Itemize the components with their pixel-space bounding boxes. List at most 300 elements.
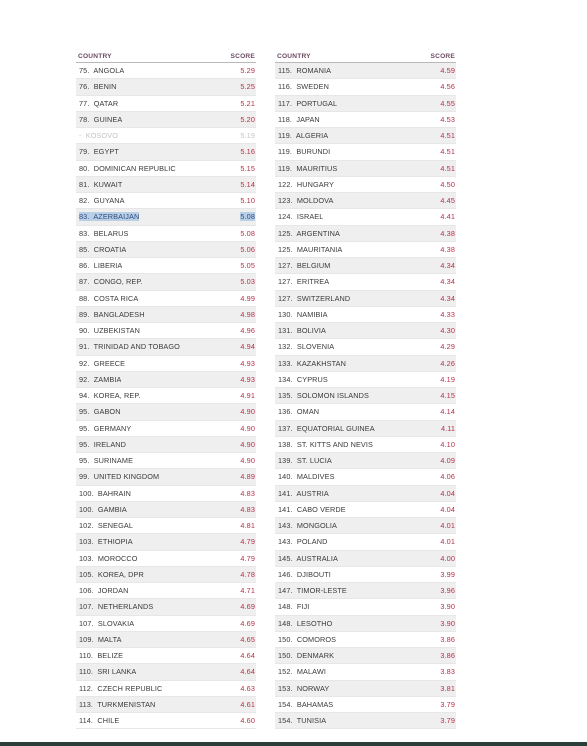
country-name: DOMINICAN REPUBLIC xyxy=(93,163,176,173)
country-cell xyxy=(278,261,330,270)
score-cell: 4.09 xyxy=(440,456,455,466)
score-cell: 4.33 xyxy=(440,309,455,319)
country-name: SLOVENIA xyxy=(296,342,335,352)
country-name: SRI LANKA xyxy=(97,667,137,677)
country-name: COSTA RICA xyxy=(93,293,139,303)
score-cell: 4.71 xyxy=(240,586,255,596)
country-cell xyxy=(278,310,328,319)
table-row xyxy=(76,616,256,632)
score-cell: 4.59 xyxy=(440,66,455,76)
table-row xyxy=(76,161,256,177)
country-cell xyxy=(278,131,328,140)
country-cell xyxy=(278,82,329,91)
table-row xyxy=(275,486,456,502)
rank-label: 110. xyxy=(79,667,94,677)
score-cell: 3.99 xyxy=(440,569,455,579)
rank-label: 125. xyxy=(278,244,293,254)
country-cell xyxy=(278,554,338,563)
country-name: ST. LUCIA xyxy=(296,456,332,466)
rank-label: 91. xyxy=(79,342,90,352)
table-row xyxy=(275,193,456,209)
country-name: JAPAN xyxy=(296,114,320,124)
country-cell xyxy=(79,505,127,514)
table-row xyxy=(76,193,256,209)
country-cell xyxy=(278,277,329,286)
table-row xyxy=(76,356,256,372)
table-row xyxy=(76,453,256,469)
table-row xyxy=(275,469,456,485)
country-cell xyxy=(278,326,326,335)
country-name: BAHAMAS xyxy=(296,699,334,709)
table-row xyxy=(76,534,256,550)
score-cell: 4.96 xyxy=(240,326,255,336)
table-row xyxy=(76,681,256,697)
country-name: BAHRAIN xyxy=(97,488,132,498)
rank-label: 143. xyxy=(278,521,293,531)
rank-label: 79. xyxy=(79,147,90,157)
score-cell: 4.41 xyxy=(440,212,455,222)
rank-label: 130. xyxy=(278,309,293,319)
table-row xyxy=(76,437,256,453)
country-name: ST. KITTS AND NEVIS xyxy=(296,439,373,449)
country-cell xyxy=(79,716,119,725)
country-cell xyxy=(79,570,144,579)
score-cell: 4.63 xyxy=(240,683,255,693)
country-cell xyxy=(79,586,128,595)
table-row xyxy=(275,551,456,567)
rank-label: 92. xyxy=(79,358,90,368)
rank-label: 76. xyxy=(79,82,90,92)
rank-label: 99. xyxy=(79,472,90,482)
score-cell: 4.94 xyxy=(240,342,255,352)
score-cell: 4.55 xyxy=(440,98,455,108)
country-cell xyxy=(79,537,133,546)
country-name: QATAR xyxy=(93,98,119,108)
table-row xyxy=(275,681,456,697)
score-column-header: SCORE xyxy=(430,53,455,60)
table-header xyxy=(76,49,256,63)
rank-label: 141. xyxy=(278,504,293,514)
score-cell: 4.79 xyxy=(240,553,255,563)
country-name: GABON xyxy=(93,407,121,417)
table-row xyxy=(76,713,256,729)
country-name: GERMANY xyxy=(93,423,132,433)
country-name: ANGOLA xyxy=(93,66,125,76)
rank-label: 86. xyxy=(79,261,90,271)
table-row xyxy=(275,258,456,274)
country-cell xyxy=(278,375,328,384)
score-cell: 5.05 xyxy=(240,261,255,271)
table-row xyxy=(275,372,456,388)
table-row xyxy=(275,274,456,290)
rank-label: 82. xyxy=(79,196,90,206)
score-cell: 5.20 xyxy=(240,114,255,124)
country-name: TUNISIA xyxy=(296,716,327,726)
table-row xyxy=(275,632,456,648)
country-name: IRELAND xyxy=(93,439,127,449)
country-name: ERITREA xyxy=(296,277,330,287)
rank-label: 133. xyxy=(278,358,293,368)
score-cell: 4.90 xyxy=(240,456,255,466)
table-row xyxy=(76,323,256,339)
country-column-header: COUNTRY xyxy=(277,53,311,60)
rank-label: 75. xyxy=(79,66,90,76)
country-name: GAMBIA xyxy=(97,504,127,514)
score-cell: 4.53 xyxy=(440,114,455,124)
country-cell xyxy=(79,407,121,416)
rank-label: 125. xyxy=(278,228,293,238)
score-cell: 4.78 xyxy=(240,569,255,579)
country-name: ALGERIA xyxy=(295,131,329,141)
rank-label: 95. xyxy=(79,423,90,433)
table-row xyxy=(76,697,256,713)
score-cell: 4.51 xyxy=(440,163,455,173)
country-name: SOLOMON ISLANDS xyxy=(296,391,369,401)
country-cell xyxy=(79,99,118,108)
score-cell: 4.04 xyxy=(440,504,455,514)
rank-label: 124. xyxy=(278,212,293,222)
country-cell xyxy=(79,115,122,124)
score-cell: 4.50 xyxy=(440,179,455,189)
table-row xyxy=(76,258,256,274)
table-row xyxy=(275,697,456,713)
score-cell: 4.01 xyxy=(440,521,455,531)
score-cell: 4.51 xyxy=(440,147,455,157)
country-cell xyxy=(278,147,330,156)
score-cell: 4.79 xyxy=(240,537,255,547)
rank-label: 146. xyxy=(278,569,293,579)
rank-label: 123. xyxy=(278,196,293,206)
country-cell xyxy=(79,667,136,676)
score-cell: 5.03 xyxy=(240,277,255,287)
score-cell: 3.96 xyxy=(440,586,455,596)
ranking-table-right xyxy=(275,49,456,729)
table-row xyxy=(275,502,456,518)
score-cell: 5.19 xyxy=(240,131,255,141)
country-cell xyxy=(79,472,159,481)
country-cell xyxy=(79,375,121,384)
score-cell: 4.93 xyxy=(240,358,255,368)
country-name: CONGO, REP. xyxy=(93,277,143,287)
country-cell xyxy=(278,342,334,351)
rank-label: 148. xyxy=(278,602,293,612)
country-name: BENIN xyxy=(93,82,117,92)
score-cell: 4.90 xyxy=(240,423,255,433)
table-row xyxy=(275,453,456,469)
table-row xyxy=(275,79,456,95)
score-cell: 4.10 xyxy=(440,439,455,449)
rank-label: 150. xyxy=(278,651,293,661)
country-cell xyxy=(79,440,126,449)
country-name: LESOTHO xyxy=(296,618,333,628)
score-cell: 5.14 xyxy=(240,179,255,189)
score-cell: 4.29 xyxy=(440,342,455,352)
table-row xyxy=(76,274,256,290)
table-row xyxy=(275,518,456,534)
score-cell: 4.60 xyxy=(240,716,255,726)
country-cell xyxy=(278,440,373,449)
table-row xyxy=(76,291,256,307)
rank-label: 95. xyxy=(79,439,90,449)
country-name: GUYANA xyxy=(93,196,125,206)
country-cell xyxy=(278,586,347,595)
country-cell xyxy=(278,684,329,693)
table-row xyxy=(275,599,456,615)
score-cell: 5.25 xyxy=(240,82,255,92)
rank-label: 103. xyxy=(79,537,94,547)
country-cell xyxy=(278,294,350,303)
rank-label: 119. xyxy=(278,131,293,141)
country-name: PORTUGAL xyxy=(296,98,338,108)
score-cell: 5.21 xyxy=(240,98,255,108)
score-cell: 4.89 xyxy=(240,472,255,482)
country-cell xyxy=(79,277,143,286)
country-cell xyxy=(278,537,327,546)
country-name: MONGOLIA xyxy=(296,521,338,531)
rank-label: 145. xyxy=(278,553,293,563)
rank-label: 141. xyxy=(278,488,293,498)
rank-label: 147. xyxy=(278,586,293,596)
country-name: ROMANIA xyxy=(296,66,332,76)
table-row xyxy=(76,112,256,128)
table-row xyxy=(76,551,256,567)
country-name: BELIZE xyxy=(97,651,124,661)
score-cell: 4.69 xyxy=(240,618,255,628)
country-name: JORDAN xyxy=(97,586,129,596)
table-header xyxy=(275,49,456,63)
country-name: CYPRUS xyxy=(296,374,328,384)
country-name: MOLDOVA xyxy=(296,196,334,206)
country-cell xyxy=(79,164,176,173)
table-row xyxy=(275,226,456,242)
table-row xyxy=(76,226,256,242)
country-cell xyxy=(79,521,133,530)
table-row xyxy=(275,161,456,177)
country-cell xyxy=(79,700,155,709)
country-name: CROATIA xyxy=(93,244,127,254)
country-name: BANGLADESH xyxy=(93,309,145,319)
country-name: TURKMENISTAN xyxy=(97,699,156,709)
bottom-bar xyxy=(0,742,587,746)
country-cell xyxy=(79,229,128,238)
country-cell xyxy=(278,489,329,498)
country-cell xyxy=(278,66,331,75)
rank-label: 117. xyxy=(278,98,293,108)
score-cell: 4.04 xyxy=(440,488,455,498)
score-cell: 4.30 xyxy=(440,326,455,336)
country-cell xyxy=(79,66,124,75)
table-row xyxy=(275,404,456,420)
country-name: LIBERIA xyxy=(93,261,123,271)
rank-label: 150. xyxy=(278,634,293,644)
table-row xyxy=(275,177,456,193)
country-cell xyxy=(79,310,145,319)
rank-label: 116. xyxy=(278,82,293,92)
country-name: BELARUS xyxy=(93,228,129,238)
rank-label: 89. xyxy=(79,309,90,319)
country-cell xyxy=(79,554,138,563)
rank-label: 114. xyxy=(79,716,94,726)
table-row xyxy=(76,421,256,437)
country-cell xyxy=(278,407,319,416)
table-row xyxy=(76,372,256,388)
table-row xyxy=(275,323,456,339)
country-name: MALAWI xyxy=(296,667,326,677)
country-cell xyxy=(79,684,162,693)
country-cell xyxy=(278,229,340,238)
country-cell xyxy=(278,196,334,205)
score-cell: 4.34 xyxy=(440,293,455,303)
score-cell: 4.56 xyxy=(440,82,455,92)
table-row xyxy=(76,502,256,518)
score-cell: 4.64 xyxy=(240,667,255,677)
rank-label: 134. xyxy=(278,374,293,384)
country-cell xyxy=(79,261,122,270)
country-cell xyxy=(79,489,131,498)
score-cell: 3.83 xyxy=(440,667,455,677)
rank-label: 127. xyxy=(278,293,293,303)
rank-label: 132. xyxy=(278,342,293,352)
country-cell xyxy=(278,115,320,124)
country-name: DENMARK xyxy=(296,651,335,661)
score-cell: 4.90 xyxy=(240,407,255,417)
rank-label: 127. xyxy=(278,261,293,271)
country-name: ZAMBIA xyxy=(93,374,122,384)
country-cell xyxy=(79,619,134,628)
country-cell xyxy=(278,521,337,530)
table-row xyxy=(275,534,456,550)
country-name: CABO VERDE xyxy=(296,504,346,514)
rank-label: 107. xyxy=(79,602,94,612)
country-cell xyxy=(79,245,126,254)
table-row xyxy=(275,437,456,453)
score-cell: 4.51 xyxy=(440,131,455,141)
country-name: SENEGAL xyxy=(97,521,134,531)
rank-label: 90. xyxy=(79,326,90,336)
rank-label: 154. xyxy=(278,716,293,726)
country-name: AUSTRALIA xyxy=(296,553,338,563)
country-cell xyxy=(278,505,346,514)
score-cell: 3.79 xyxy=(440,716,455,726)
country-name: CHILE xyxy=(97,716,120,726)
table-row xyxy=(275,648,456,664)
score-column-header: SCORE xyxy=(230,53,255,60)
score-cell: 3.86 xyxy=(440,634,455,644)
table-body xyxy=(76,63,256,729)
table-row xyxy=(76,486,256,502)
country-cell xyxy=(278,667,326,676)
score-cell: 4.26 xyxy=(440,358,455,368)
rank-label: 103. xyxy=(79,553,94,563)
table-row xyxy=(76,63,256,79)
country-cell xyxy=(79,391,141,400)
score-cell: 5.08 xyxy=(240,212,255,222)
rank-label: 136. xyxy=(278,407,293,417)
score-cell: 4.34 xyxy=(440,277,455,287)
country-name: SURINAME xyxy=(93,456,134,466)
country-name: NORWAY xyxy=(296,683,330,693)
rank-label: 113. xyxy=(79,699,94,709)
rank-label: 83. xyxy=(79,212,90,222)
score-cell: 4.90 xyxy=(240,439,255,449)
rank-label: 85. xyxy=(79,244,90,254)
table-row xyxy=(76,664,256,680)
rank-label: 139. xyxy=(278,456,293,466)
country-cell xyxy=(278,164,337,173)
table-row xyxy=(76,404,256,420)
rank-label: 131. xyxy=(278,326,293,336)
score-cell: 4.38 xyxy=(440,244,455,254)
country-name: MAURITIUS xyxy=(296,163,338,173)
country-name: CZECH REPUBLIC xyxy=(97,683,163,693)
country-name: KUWAIT xyxy=(93,179,123,189)
score-cell: 4.14 xyxy=(440,407,455,417)
rank-label: 80. xyxy=(79,163,90,173)
table-row xyxy=(76,177,256,193)
country-cell xyxy=(278,570,331,579)
country-name: FIJI xyxy=(296,602,310,612)
score-cell: 4.15 xyxy=(440,391,455,401)
country-cell xyxy=(278,472,335,481)
country-name: DJIBOUTI xyxy=(296,569,331,579)
rank-label: 122. xyxy=(278,179,293,189)
country-cell xyxy=(278,212,323,221)
rank-label: 127. xyxy=(278,277,293,287)
country-name: EQUATORIAL GUINEA xyxy=(296,423,375,433)
country-name: ETHIOPIA xyxy=(97,537,133,547)
table-row xyxy=(275,307,456,323)
table-row xyxy=(76,599,256,615)
table-row xyxy=(275,567,456,583)
score-cell: 3.86 xyxy=(440,651,455,661)
rank-label: 138. xyxy=(278,439,293,449)
rank-label: 95. xyxy=(79,456,90,466)
table-row xyxy=(275,128,456,144)
country-cell xyxy=(278,602,309,611)
rank-label: 143. xyxy=(278,537,293,547)
score-cell: 4.83 xyxy=(240,504,255,514)
rank-label: 137. xyxy=(278,423,293,433)
table-row xyxy=(76,632,256,648)
country-cell xyxy=(278,700,333,709)
score-cell: 4.99 xyxy=(240,293,255,303)
score-cell: 4.19 xyxy=(440,374,455,384)
rank-label: 107. xyxy=(79,618,94,628)
country-cell xyxy=(79,294,138,303)
table-row xyxy=(76,583,256,599)
country-name: KAZAKHSTAN xyxy=(296,358,346,368)
score-cell: 4.38 xyxy=(440,228,455,238)
country-name: MALTA xyxy=(97,634,122,644)
table-row xyxy=(76,648,256,664)
score-cell: 3.81 xyxy=(440,683,455,693)
table-row xyxy=(275,242,456,258)
rank-label: 94. xyxy=(79,391,90,401)
rank-label: 77. xyxy=(79,98,90,108)
country-name: MAURITANIA xyxy=(296,244,343,254)
country-cell xyxy=(278,180,334,189)
rank-label: 118. xyxy=(278,114,293,124)
table-row xyxy=(275,388,456,404)
country-cell xyxy=(79,131,118,140)
country-cell xyxy=(79,196,125,205)
country-name: OMAN xyxy=(296,407,320,417)
score-cell: 5.15 xyxy=(240,163,255,173)
table-row xyxy=(76,307,256,323)
country-name: BELGIUM xyxy=(296,261,331,271)
score-cell: 3.90 xyxy=(440,618,455,628)
table-row xyxy=(76,469,256,485)
